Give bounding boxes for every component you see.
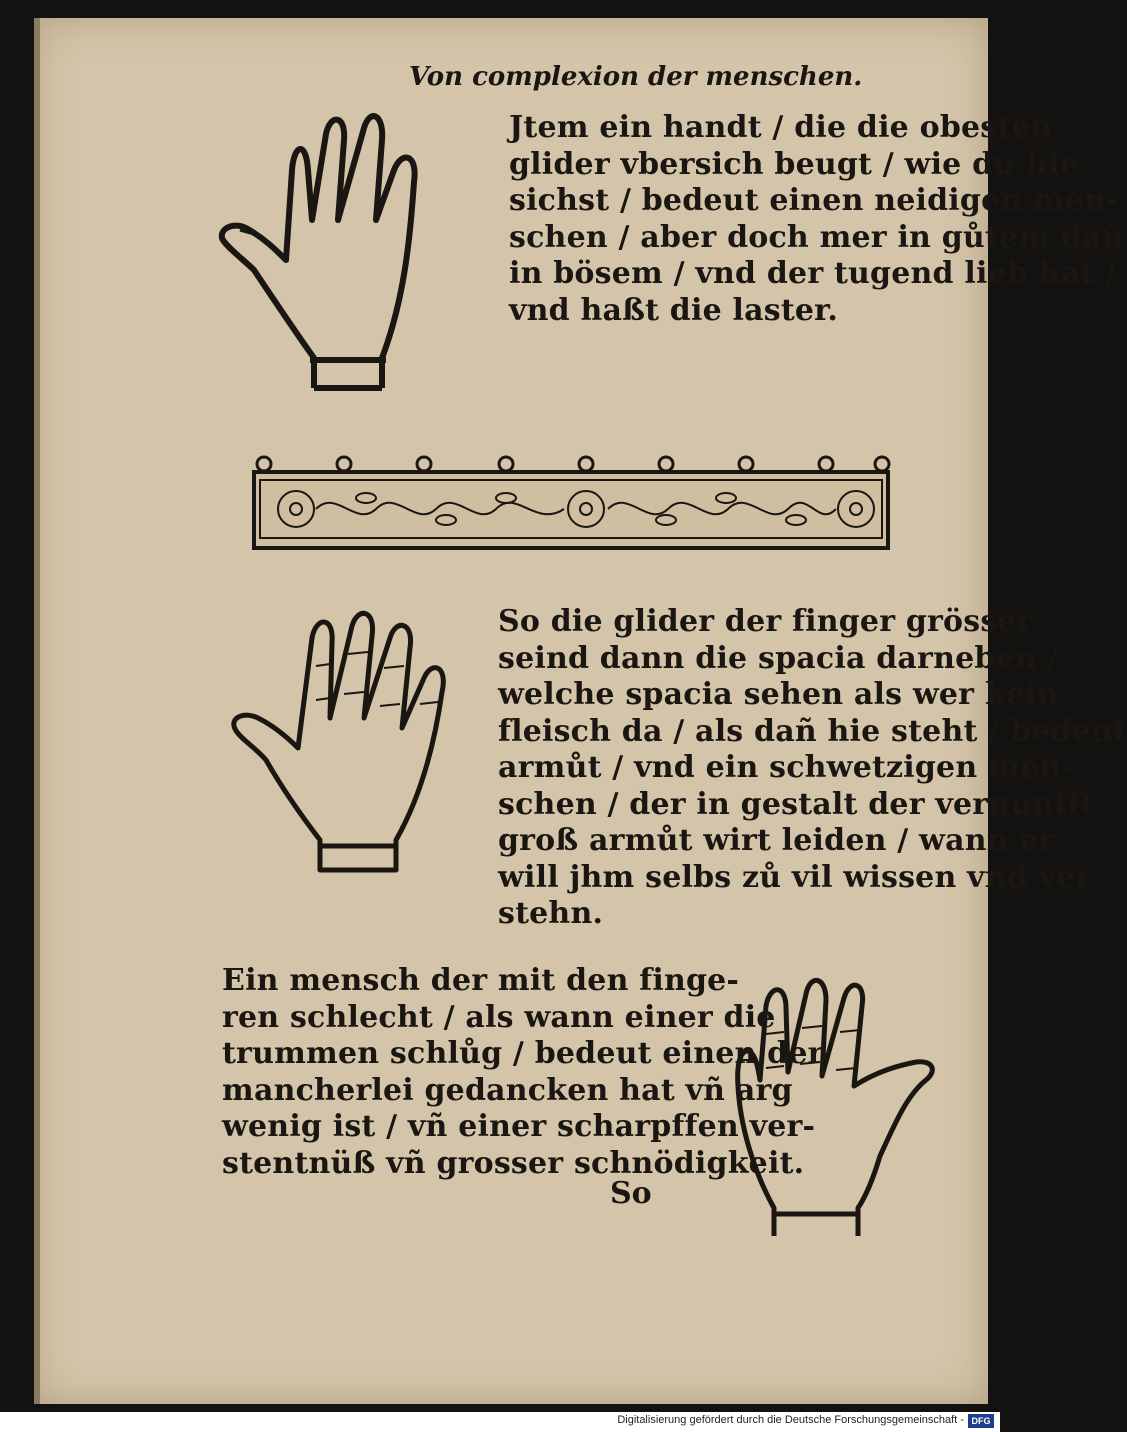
hand-woodcut-2 [230,608,460,883]
paragraph-line: mancherlei gedancken hat vñ arg [222,1072,793,1108]
paragraph-line: stentnüß vñ grosser schnödigkeit. [222,1145,805,1181]
book-page [34,18,1127,1404]
paragraph-line: trummen schlůg / bedeut einen der [222,1036,824,1071]
paragraph-line: glider vbersich beugt / wie du hie [509,146,1079,182]
running-header: Von complexion der menschen. [409,62,863,92]
paragraph-line: armůt / vnd ein schwetzigen men- [498,750,1074,785]
paragraph-line: sichst / bedeut einen neidigen men- [509,183,1119,218]
paragraph-line: schen / aber doch mer in gůtem dañ [509,219,1124,255]
paragraph-line: stehn. [498,896,604,931]
paragraph-line: seind dann die spacia darneben / [498,640,1059,676]
page-edge [34,18,40,1404]
paragraph-line: vnd haßt die laster. [509,292,839,328]
paragraph-line: fleisch da / als dañ hie steht / bedeut [498,713,1127,749]
paragraph-line: will jhm selbs zů vil wissen vnd ver [498,859,1092,895]
hand-woodcut-3 [726,976,956,1251]
paragraph-line: welche spacia sehen als wer kein [498,677,1059,712]
paragraph-line: groß armůt wirt leiden / wann er [498,823,1055,858]
dfg-logo: DFG [968,1414,994,1428]
catchword: So [610,1176,652,1211]
paragraph-line: So die glider der finger grösser [498,604,1033,639]
hand-woodcut-1 [214,110,454,400]
paragraph-line: in bösem / vnd der tugend lieb hat / [509,256,1117,291]
ornament-border [246,448,896,564]
paragraph-1 [509,110,1124,329]
paragraph-line: Jtem ein handt / die die obesten [509,110,1053,145]
paragraph-2 [498,604,1127,933]
paragraph-line: wenig ist / vñ einer scharpffen ver- [222,1109,816,1144]
paragraph-line: ren schlecht / als wann einer die [222,999,776,1035]
paragraph-line: Ein mensch der mit den finge- [222,963,740,998]
footer-credit: Digitalisierung gefördert durch die Deutsche Forschungsgemeinschaft - [617,1414,964,1426]
paragraph-line: schen / der in gestalt der vernunfft [498,786,1095,822]
